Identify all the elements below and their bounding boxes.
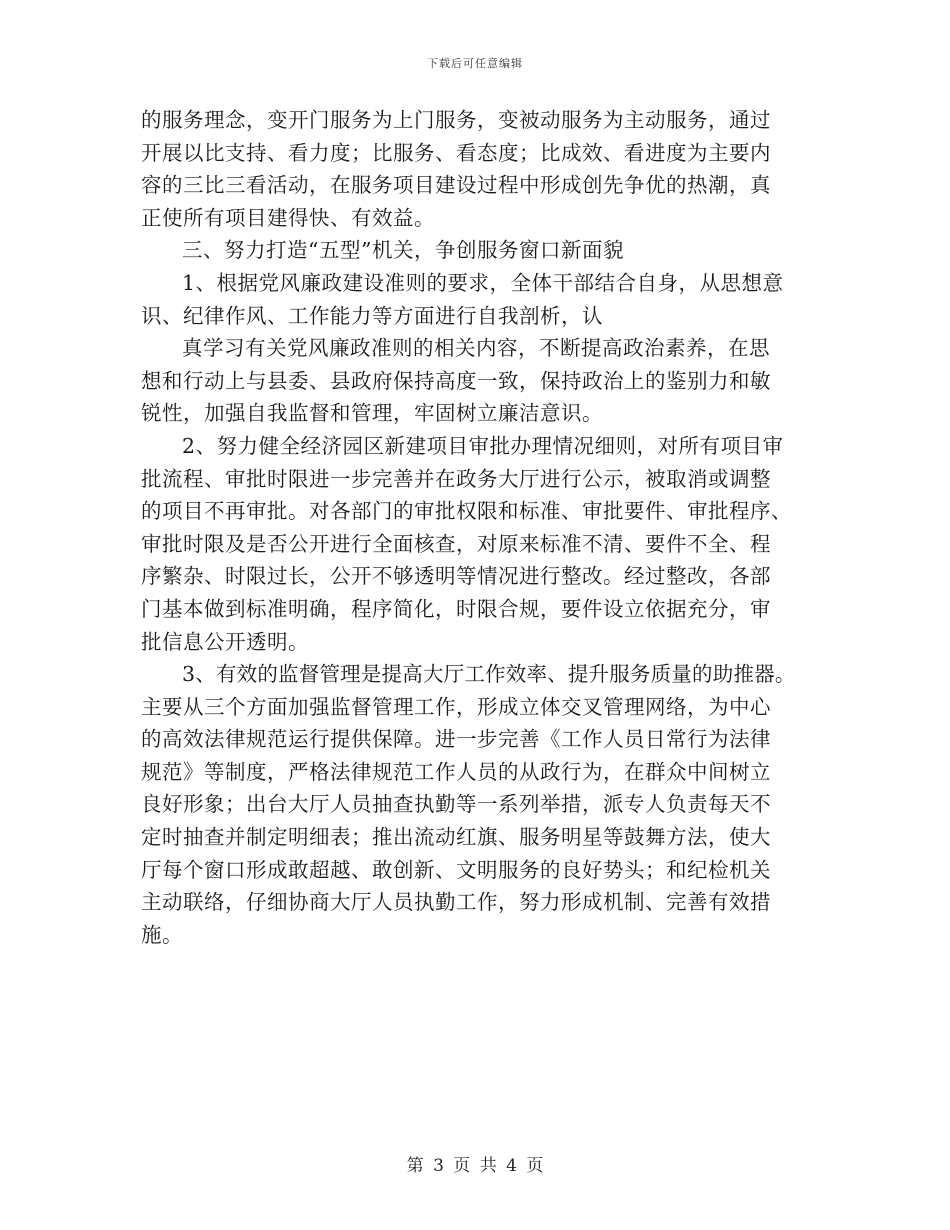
text-line: 想和行动上与县委、县政府保持高度一致，保持政治上的鉴别力和敏	[141, 368, 771, 393]
text-line: 的高效法律规范运行提供保障。进一步完善《工作人员日常行为法律	[141, 727, 771, 752]
text-line: 主动联络，仔细协商大厅人员执勤工作，努力形成机制、完善有效措	[141, 890, 771, 915]
page-header: 下载后可任意编辑	[427, 57, 523, 70]
text-line: 1、根据党风廉政建设准则的要求，全体干部结合自身，从思想意	[182, 270, 784, 295]
text-line: 的服务理念，变开门服务为上门服务，变被动服务为主动服务，通过	[141, 108, 771, 132]
text-line: 锐性，加强自我监督和管理，牢固树立廉洁意识。	[141, 401, 603, 426]
text-line: 主要从三个方面加强监督管理工作，形成立体交叉管理网络，为中心	[141, 694, 771, 719]
text-line: 的项目不再审批。对各部门的审批权限和标准、审批要件、审批程序、	[141, 499, 792, 524]
text-line: 审批时限及是否公开进行全面核查，对原来标准不清、要件不全、程	[141, 531, 771, 556]
text-line: 2、努力健全经济园区新建项目审批办理情况细则，对所有项目审	[182, 433, 784, 458]
document-body	[141, 104, 821, 951]
text-line: 良好形象；出台大厅人员抽查执勤等一系列举措，派专人负责每天不	[141, 792, 771, 817]
text-line: 真学习有关党风廉政准则的相关内容，不断提高政治素养，在思	[182, 336, 770, 361]
text-line: 门基本做到标准明确，程序简化，时限合规，要件设立依据充分，审	[141, 596, 771, 621]
text-line: 正使所有项目建得快、有效益。	[141, 205, 435, 230]
section-heading: 三、努力打造“五型”机关，争创服务窗口新面貌	[182, 238, 624, 263]
page-number-footer: 第 3 页 共 4 页	[406, 1156, 544, 1176]
text-line: 定时抽查并制定明细表；推出流动红旗、服务明星等鼓舞方法，使大	[141, 825, 771, 850]
text-line: 施。	[141, 922, 183, 947]
text-line: 批流程、审批时限进一步完善并在政务大厅进行公示，被取消或调整	[141, 466, 771, 491]
text-line: 开展以比支持、看力度；比服务、看态度；比成效、看进度为主要内	[141, 140, 771, 165]
text-line: 厅每个窗口形成敢超越、敢创新、文明服务的良好势头；和纪检机关	[141, 857, 771, 882]
text-line: 序繁杂、时限过长，公开不够透明等情况进行整改。经过整改，各部	[141, 564, 771, 589]
text-line: 3、有效的监督管理是提高大厅工作效率、提升服务质量的助推器。	[182, 662, 796, 687]
text-line: 识、纪律作风、工作能力等方面进行自我剖析，认	[141, 303, 603, 328]
text-line: 批信息公开透明。	[141, 629, 309, 654]
text-line: 容的三比三看活动，在服务项目建设过程中形成创先争优的热潮，真	[141, 173, 771, 198]
text-line: 规范》等制度，严格法律规范工作人员的从政行为，在群众中间树立	[141, 759, 771, 784]
